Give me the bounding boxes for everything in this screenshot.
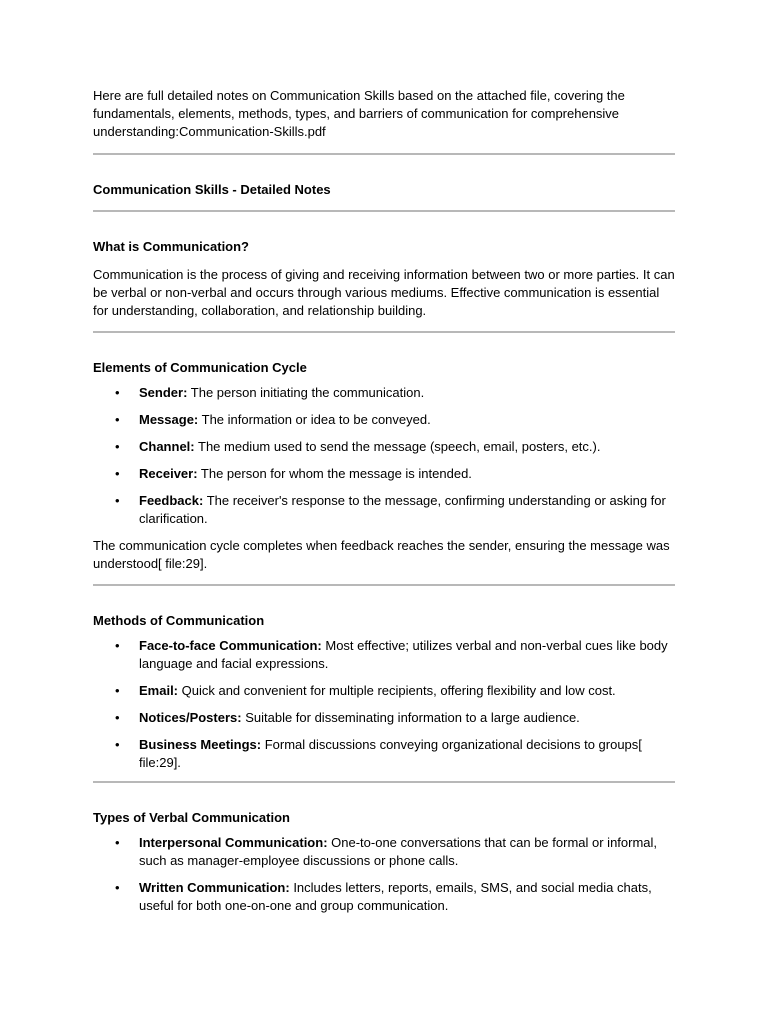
divider xyxy=(93,781,675,783)
item-description: The receiver's response to the message, confirming understanding or asking for clarification. xyxy=(139,493,666,526)
item-term: Receiver: xyxy=(139,466,198,481)
list-item xyxy=(93,709,675,727)
item-term: Sender: xyxy=(139,385,188,400)
list-item xyxy=(93,384,675,402)
bullet-icon: • xyxy=(115,412,120,427)
section-heading: What is Communication? xyxy=(93,239,249,254)
section-elements xyxy=(93,359,675,573)
title-block xyxy=(93,181,675,199)
divider xyxy=(93,153,675,155)
item-description: Quick and convenient for multiple recipients, offering flexibility and low cost. xyxy=(178,683,616,698)
types-list xyxy=(93,834,675,915)
divider xyxy=(93,331,675,333)
item-term: Face-to-face Communication: xyxy=(139,638,322,653)
bullet-icon: • xyxy=(115,683,120,698)
item-term: Channel: xyxy=(139,439,195,454)
item-term: Notices/Posters: xyxy=(139,710,242,725)
methods-list xyxy=(93,637,675,772)
item-term: Email: xyxy=(139,683,179,698)
section-heading: Elements of Communication Cycle xyxy=(93,360,307,375)
item-description: Most effective; utilizes verbal and non-verbal cues like body language and facial expressions. xyxy=(139,638,668,671)
bullet-icon: • xyxy=(115,710,120,725)
document-title: Communication Skills - Detailed Notes xyxy=(93,182,331,197)
document-content xyxy=(93,87,675,924)
section-paragraph: The communication cycle completes when feedback reaches the sender, ensuring the message was understood[ file:29]. xyxy=(93,538,670,571)
item-description: One-to-one conversations that can be formal or informal, such as manager-employee discussions or phone calls. xyxy=(139,835,658,868)
list-item xyxy=(93,438,675,456)
item-description: Formal discussions conveying organizational decisions to groups[ file:29]. xyxy=(139,737,642,770)
item-term: Feedback: xyxy=(139,493,204,508)
section-types xyxy=(93,809,675,915)
list-item xyxy=(93,834,675,870)
bullet-icon: • xyxy=(115,638,120,653)
item-term: Written Communication: xyxy=(139,880,290,895)
list-item xyxy=(93,682,675,700)
list-item xyxy=(93,637,675,673)
list-item xyxy=(93,879,675,915)
bullet-icon: • xyxy=(115,880,120,895)
bullet-icon: • xyxy=(115,466,120,481)
item-description: Includes letters, reports, emails, SMS, and social media chats, useful for both one-on-one and group communication. xyxy=(139,880,652,913)
divider xyxy=(93,584,675,586)
bullet-icon: • xyxy=(115,493,120,508)
item-term: Business Meetings: xyxy=(139,737,262,752)
list-item xyxy=(93,411,675,429)
item-term: Message: xyxy=(139,412,199,427)
bullet-icon: • xyxy=(115,439,120,454)
bullet-icon: • xyxy=(115,835,120,850)
bullet-icon: • xyxy=(115,737,120,752)
section-heading: Types of Verbal Communication xyxy=(93,810,290,825)
list-item xyxy=(93,465,675,483)
item-description: The information or idea to be conveyed. xyxy=(198,412,431,427)
item-description: Suitable for disseminating information to a large audience. xyxy=(241,710,580,725)
list-item xyxy=(93,736,675,772)
intro-paragraph: Here are full detailed notes on Communication Skills based on the attached file, covering the fundamentals, elements, methods, types, and barriers of communication for comprehensive understanding:Communication-Skills.pdf xyxy=(93,88,625,139)
item-term: Interpersonal Communication: xyxy=(139,835,328,850)
divider xyxy=(93,210,675,212)
item-description: The medium used to send the message (speech, email, posters, etc.). xyxy=(194,439,601,454)
item-description: The person for whom the message is intended. xyxy=(197,466,472,481)
bullet-icon: • xyxy=(115,385,120,400)
section-what-is-communication xyxy=(93,238,675,320)
section-methods xyxy=(93,612,675,772)
item-description: The person initiating the communication. xyxy=(187,385,425,400)
section-paragraph: Communication is the process of giving and receiving information between two or more parties. It can be verbal or non-verbal and occurs through various mediums. Effective communication is essential for understanding, collaboration, and relationship building. xyxy=(93,267,675,318)
section-heading: Methods of Communication xyxy=(93,613,265,628)
elements-list xyxy=(93,384,675,528)
list-item xyxy=(93,492,675,528)
